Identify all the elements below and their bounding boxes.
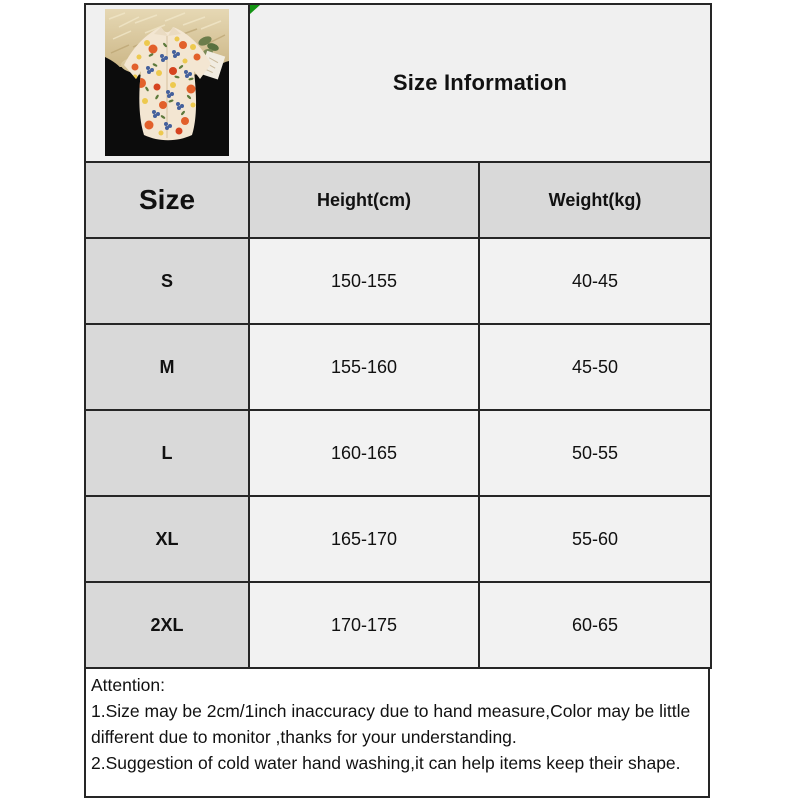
size-chart-sheet xyxy=(84,3,710,798)
table-row xyxy=(85,324,711,410)
column-header-size: Size xyxy=(85,162,249,238)
height-cell: 160-165 xyxy=(249,410,479,496)
weight-cell: 60-65 xyxy=(479,582,711,668)
height-cell: 150-155 xyxy=(249,238,479,324)
column-header-height: Height(cm) xyxy=(249,162,479,238)
floral-shirt-photo xyxy=(105,9,229,156)
height-cell: 165-170 xyxy=(249,496,479,582)
size-cell: 2XL xyxy=(85,582,249,668)
table-row xyxy=(85,582,711,668)
product-photo-cell xyxy=(85,4,249,162)
corner-flag-icon xyxy=(250,5,260,14)
weight-cell: 40-45 xyxy=(479,238,711,324)
weight-cell: 50-55 xyxy=(479,410,711,496)
attention-line: 2.Suggestion of cold water hand washing,it can help items keep their shape. xyxy=(91,753,681,773)
title-cell xyxy=(249,4,711,162)
size-cell: M xyxy=(85,324,249,410)
size-table xyxy=(84,3,712,669)
table-row xyxy=(85,410,711,496)
attention-box xyxy=(84,667,710,798)
table-row xyxy=(85,238,711,324)
size-cell: XL xyxy=(85,496,249,582)
page-title: Size Information xyxy=(392,70,568,95)
product-photo xyxy=(105,9,229,156)
attention-heading: Attention: xyxy=(91,675,165,695)
attention-line: different due to monitor ,thanks for your understanding. xyxy=(91,727,517,747)
column-header-weight: Weight(kg) xyxy=(479,162,711,238)
size-cell: S xyxy=(85,238,249,324)
size-cell: L xyxy=(85,410,249,496)
weight-cell: 55-60 xyxy=(479,496,711,582)
attention-line: 1.Size may be 2cm/1inch inaccuracy due to hand measure,Color may be little xyxy=(91,701,691,721)
height-cell: 170-175 xyxy=(249,582,479,668)
table-header-row xyxy=(85,162,711,238)
table-row xyxy=(85,496,711,582)
height-cell: 155-160 xyxy=(249,324,479,410)
weight-cell: 45-50 xyxy=(479,324,711,410)
top-banner-row xyxy=(85,4,711,162)
